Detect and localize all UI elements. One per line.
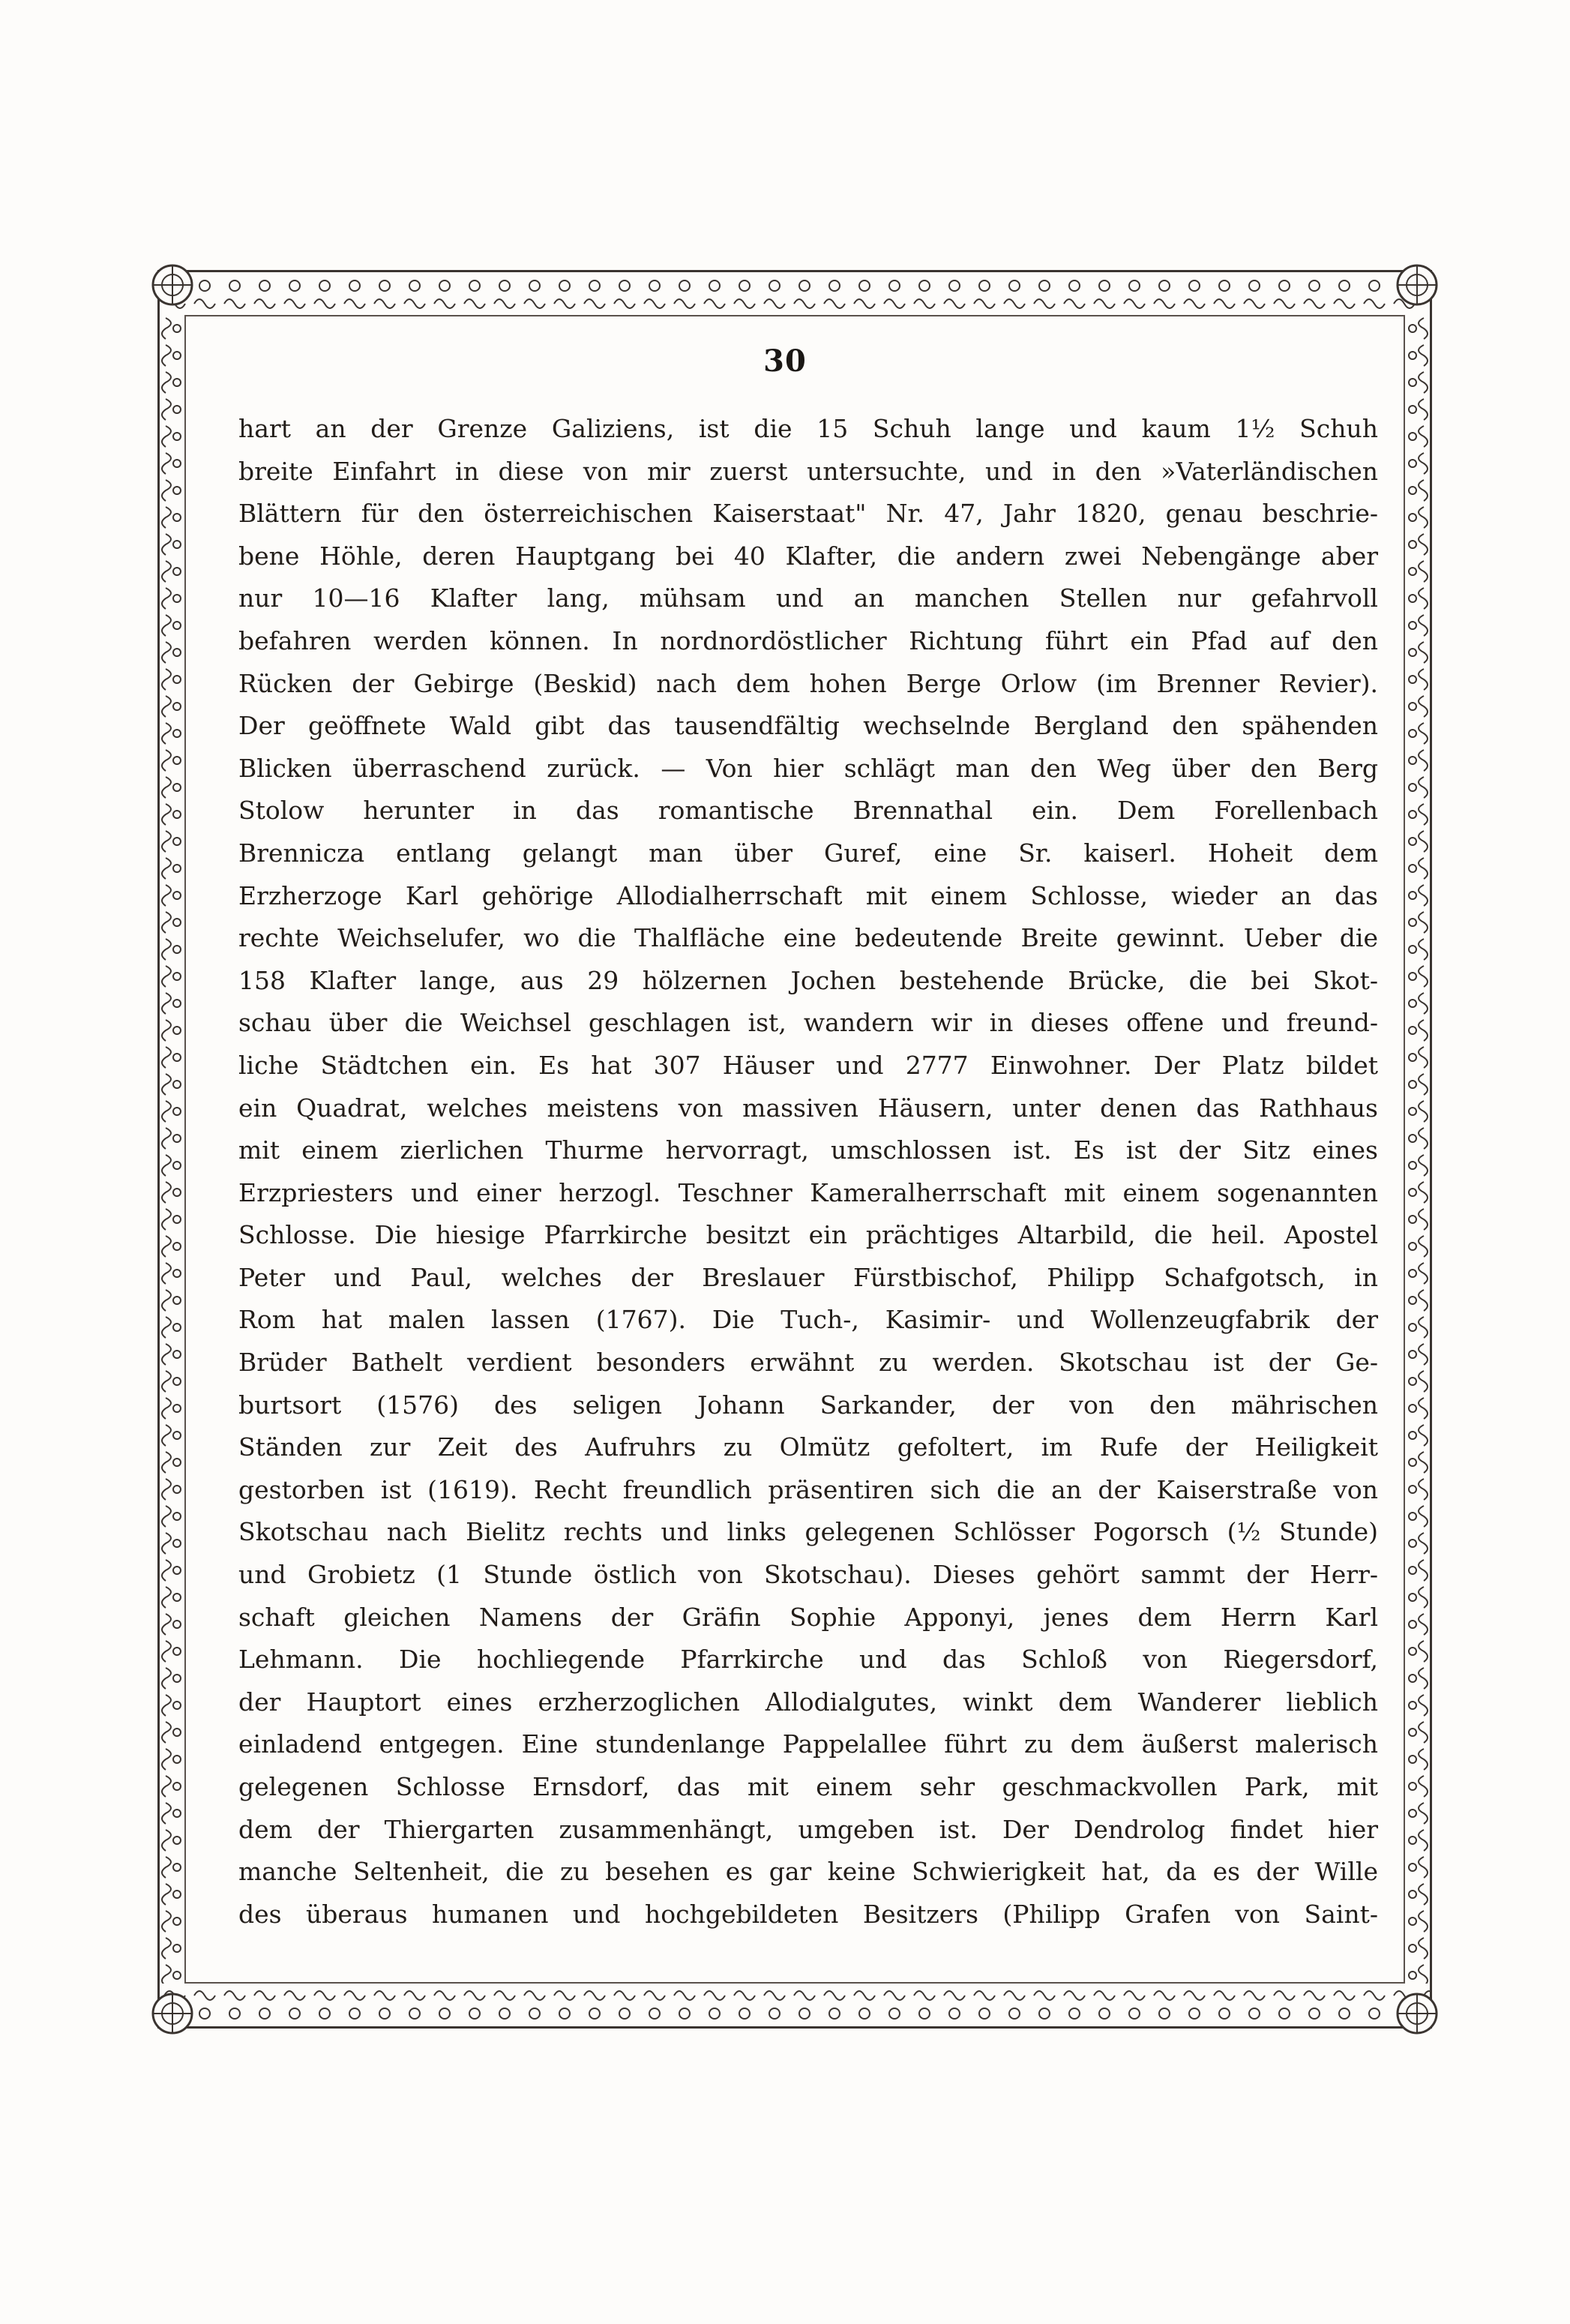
text-line: Blicken überraschend zurück. — Von hier schlägt man den Weg über den Berg [238,753,1378,783]
text-line: mit einem zierlichen Thurme hervorragt, umschlossen ist. Es ist der Sitz eines [238,1135,1378,1165]
page-number: 30 [763,343,807,379]
corner-rosette-icon [1391,259,1443,311]
text-line: schaft gleichen Namens der Gräfin Sophie Apponyi, jenes dem Herrn Karl [238,1602,1378,1632]
text-line: einladend entgegen. Eine stundenlange Pappelallee führt zu dem äußerst malerisch [238,1729,1378,1759]
text-line: gestorben ist (1619). Recht freundlich präsentiren sich die an der Kaiserstraße von [238,1474,1378,1504]
text-line: Brennicza entlang gelangt man über Guref, eine Sr. kaiserl. Hoheit dem [238,838,1378,868]
text-line: Lehmann. Die hochliegende Pfarrkirche und das Schloß von Riegersdorf, [238,1645,1378,1675]
text-line: Stolow herunter in das romantische Brennathal ein. Dem Forellenbach [238,796,1378,826]
text-line: und Grobietz (1 Stunde östlich von Skotschau). Dieses gehört sammt der Herr- [238,1560,1378,1590]
text-line: breite Einfahrt in diese von mir zuerst untersuchte, und in den »Vaterländischen [238,456,1378,486]
text-line: nur 10—16 Klafter lang, mühsam und an manchen Stellen nur gefahrvoll [238,583,1378,613]
text-line: manche Seltenheit, die zu besehen es gar keine Schwierigkeit hat, da es der Wille [238,1857,1378,1887]
text-line: 158 Klafter lange, aus 29 hölzernen Jochen bestehende Brücke, die bei Skot- [238,965,1378,995]
text-line: ein Quadrat, welches meistens von massiven Häusern, unter denen das Rathhaus [238,1093,1378,1123]
text-line: burtsort (1576) des seligen Johann Sarkander, der von den mährischen [238,1390,1378,1420]
text-line: Ständen zur Zeit des Aufruhrs zu Olmütz gefoltert, im Rufe der Heiligkeit [238,1432,1378,1462]
text-line: Skotschau nach Bielitz rechts und links gelegenen Schlösser Pogorsch (½ Stunde) [238,1517,1378,1547]
ornament-band-top [160,272,1430,315]
ornament-band-left [160,315,184,1984]
text-line: Erzpriesters und einer herzogl. Teschner Kameralherrschaft mit einem sogenannten [238,1177,1378,1207]
text-line: befahren werden können. In nordnordöstlicher Richtung führt ein Pfad auf den [238,625,1378,655]
text-line: der Hauptort eines erzherzoglichen Allodialgutes, winkt dem Wanderer lieblich [238,1687,1378,1717]
text-line: rechte Weichselufer, wo die Thalfläche eine bedeutende Breite gewinnt. Ueber die [238,923,1378,953]
text-line: Rom hat malen lassen (1767). Die Tuch-, Kasimir- und Wollenzeugfabrik der [238,1305,1378,1335]
text-line: dem der Thiergarten zusammenhängt, umgeben ist. Der Dendrolog findet hier [238,1814,1378,1844]
body-text [238,408,1378,1936]
text-line: hart an der Grenze Galiziens, ist die 15 Schuh lange und kaum 1½ Schuh [238,414,1378,443]
text-line: gelegenen Schlosse Ernsdorf, das mit einem sehr geschmackvollen Park, mit [238,1772,1378,1801]
text-line: Blättern für den österreichischen Kaiserstaat" Nr. 47, Jahr 1820, genau beschrie- [238,499,1378,529]
text-line: bene Höhle, deren Hauptgang bei 40 Klafter, die andern zwei Nebengänge aber [238,541,1378,571]
text-line: Schlosse. Die hiesige Pfarrkirche besitzt ein prächtiges Altarbild, die heil. Apostel [238,1220,1378,1250]
text-line: Rücken der Gebirge (Beskid) nach dem hohen Berge Orlow (im Brenner Revier). [238,668,1378,698]
text-line: Erzherzoge Karl gehörige Allodialherrschaft mit einem Schlosse, wieder an das [238,880,1378,910]
corner-rosette-icon [146,1987,199,2040]
ornament-band-right [1405,315,1430,1984]
text-line: liche Städtchen ein. Es hat 307 Häuser und 2777 Einwohner. Der Platz bildet [238,1050,1378,1080]
corner-rosette-icon [1391,1987,1443,2040]
text-line: Brüder Bathelt verdient besonders erwähnt zu werden. Skotschau ist der Ge- [238,1348,1378,1378]
text-line: schau über die Weichsel geschlagen ist, wandern wir in dieses offene und freund- [238,1008,1378,1038]
ornament-band-bottom [160,1984,1430,2026]
corner-rosette-icon [146,259,199,311]
text-line: des überaus humanen und hochgebildeten Besitzers (Philipp Grafen von Saint- [238,1899,1378,1929]
text-line: Peter und Paul, welches der Breslauer Fürstbischof, Philipp Schafgotsch, in [238,1262,1378,1292]
text-line: Der geöffnete Wald gibt das tausendfältig wechselnde Bergland den spähenden [238,711,1378,741]
